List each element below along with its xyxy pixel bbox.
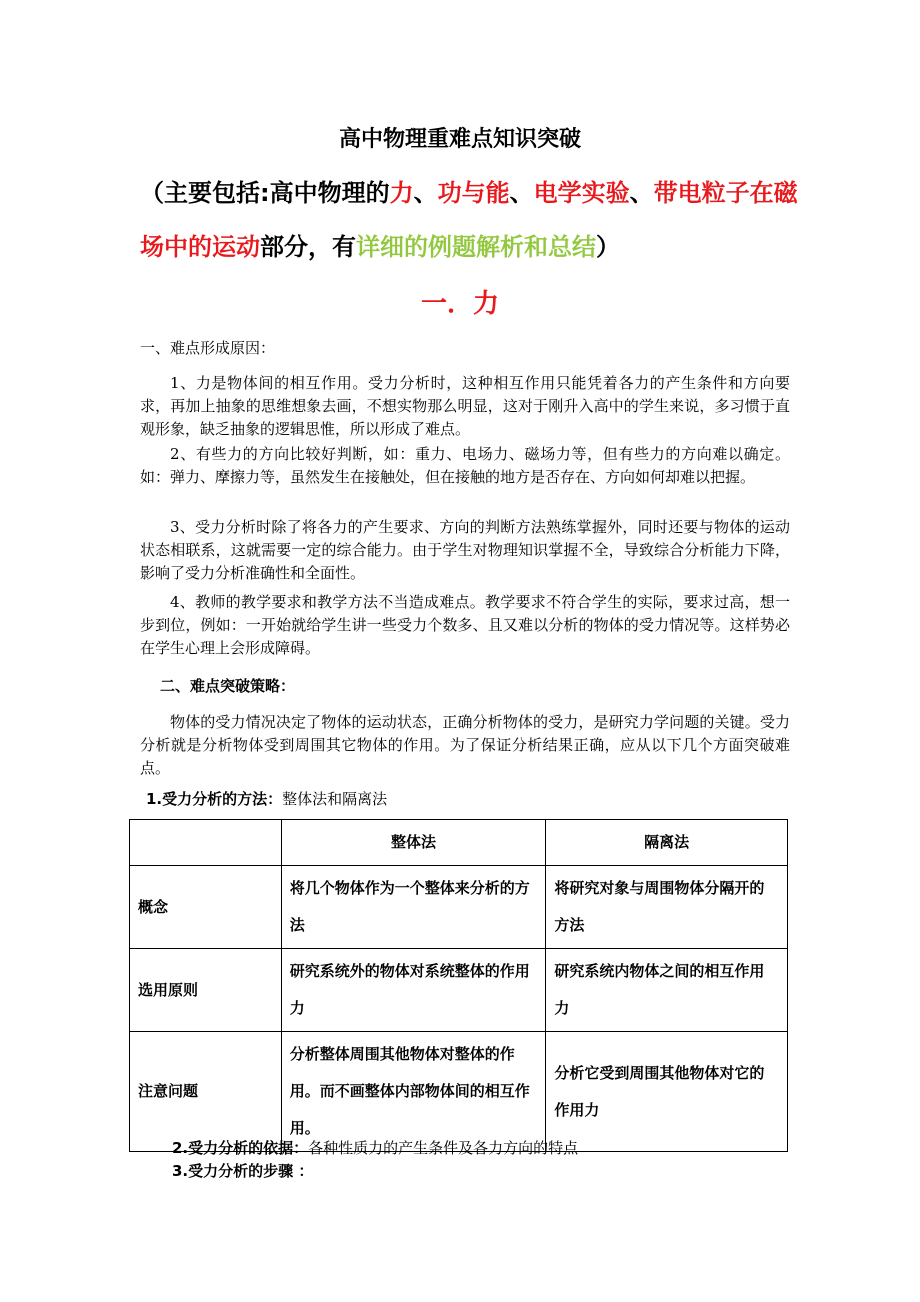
document-subtitle: [140, 166, 800, 274]
subtitle-sep2: 、: [509, 179, 534, 207]
reason-1: 1、力是物体间的相互作用。受力分析时，这种相互作用只能凭着各力的产生条件和方向要求，再加上抽象的思维想象去画，不想实物那么明显，这对于刚升入高中的学生来说，多习惯于直观形象，缺乏抽象的逻辑思惟，所以形成了难点。: [140, 374, 790, 438]
method-value: 整体法和隔离法: [282, 790, 388, 808]
row-label: 概念: [130, 866, 282, 949]
document-title: 高中物理重难点知识突破: [338, 127, 581, 152]
subtitle-part: 部分，有: [260, 233, 356, 261]
table-row: [130, 949, 788, 1032]
strategy-intro: 物体的受力情况决定了物体的运动状态，正确分析物体的受力，是研究力学问题的关键。受力分析就是分析物体受到周围其它物体的作用。为了保证分析结果正确，应从以下几个方面突破难点。: [140, 713, 790, 777]
subtitle-force: 力: [389, 179, 414, 207]
subtitle-close: ）: [596, 233, 620, 261]
isolation-method-cell: 研究系统内物体之间的相互作用力: [546, 949, 788, 1032]
reason-2: 2、有些力的方向比较好判断，如：重力、电场力、磁场力等，但有些力的方向难以确定。如：弹力、摩擦力等，虽然发生在接触处，但在接触的地方是否存在、方向如何却难以把握。: [140, 445, 790, 486]
method-line: [146, 788, 387, 811]
row-label: 注意问题: [130, 1032, 282, 1152]
row-label: 选用原则: [130, 949, 282, 1032]
difficulty-heading: 一、难点形成原因：: [140, 339, 276, 357]
basis-line: [172, 1137, 578, 1160]
whole-method-cell: 将几个物体作为一个整体来分析的方法: [281, 866, 546, 949]
section-title: 一．力: [420, 289, 499, 319]
subtitle-sep3: 、: [629, 179, 654, 207]
basis-label: 2.受力分析的依据：: [172, 1139, 309, 1157]
basis-value: 各种性质力的产生条件及各力方向的特点: [308, 1139, 579, 1157]
table-header-cell: 隔离法: [546, 820, 788, 866]
reason-3: 3、受力分析时除了将各力的产生要求、方向的判断方法熟练掌握外，同时还要与物体的运动状态相联系，这就需要一定的综合能力。由于学生对物理知识掌握不全，导致综合分析能力下降，影响了受力分析准确性和全面性。: [140, 518, 790, 582]
isolation-method-cell: 将研究对象与周围物体分隔开的方法: [546, 866, 788, 949]
strategy-heading: 二、难点突破策略：: [160, 677, 296, 695]
steps-label: 3.受力分析的步骤 ：: [172, 1162, 314, 1180]
table-header-cell: [130, 820, 282, 866]
subtitle-sep1: 、: [413, 179, 438, 207]
table-header-row: [130, 820, 788, 866]
isolation-method-cell: 分析它受到周围其他物体对它的作用力: [546, 1032, 788, 1152]
table-header-cell: 整体法: [281, 820, 546, 866]
method-label: 1.受力分析的方法：: [146, 790, 283, 808]
subtitle-prefix: 高中物理的: [269, 179, 390, 207]
subtitle-work-energy: 功与能: [437, 179, 510, 207]
subtitle-open: （主要包括: [140, 179, 260, 207]
method-comparison-table: [129, 819, 788, 1152]
subtitle-colon: :: [260, 179, 270, 207]
whole-method-cell: 分析整体周围其他物体对整体的作用。而不画整体内部物体间的相互作用。: [281, 1032, 546, 1152]
table-row: [130, 866, 788, 949]
reason-4: 4、教师的教学要求和教学方法不当造成难点。教学要求不符合学生的实际，要求过高，想一步到位，例如：一开始就给学生讲一些受力个数多、且又难以分析的物体的受力情况等。这样势必在学生心理上会形成障碍。: [140, 593, 790, 657]
table-row: [130, 1032, 788, 1152]
subtitle-charged-particles: 带电粒子在磁场中的运动: [140, 179, 798, 261]
subtitle-examples: 详细的例题解析和总结: [356, 233, 596, 261]
whole-method-cell: 研究系统外的物体对系统整体的作用力: [281, 949, 546, 1032]
subtitle-electric-experiment: 电学实验: [533, 179, 630, 207]
